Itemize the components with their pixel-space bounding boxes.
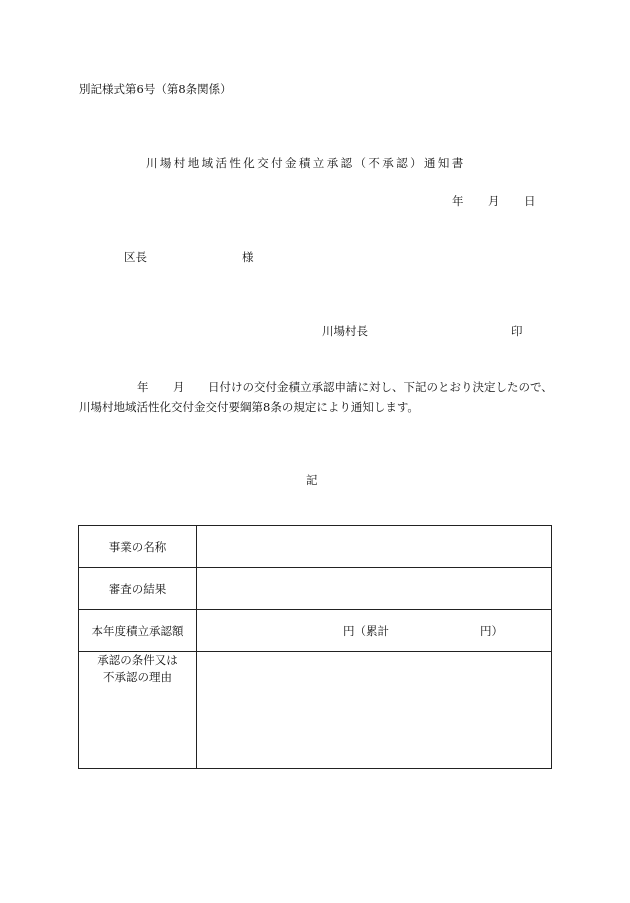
table-row — [79, 610, 552, 652]
form-number: 別記様式第6号（第8条関係） — [79, 82, 232, 96]
body-line1-text: 日付けの交付金積立承認申請に対し、下記のとおり決定したので、 — [208, 380, 553, 394]
project-name-label: 事業の名称 — [79, 526, 197, 568]
ki-heading: 記 — [306, 473, 318, 487]
conditions-label-line2: 不承認の理由 — [103, 670, 172, 684]
conditions-label-line1: 承認の条件又は — [97, 653, 178, 667]
table-row — [79, 568, 552, 610]
date-day-label: 日 — [524, 194, 536, 208]
table-row — [79, 526, 552, 568]
conditions-label — [79, 652, 197, 769]
review-result-label: 審査の結果 — [79, 568, 197, 610]
yen-cumulative-text: 円（累計 — [343, 624, 389, 638]
sender-name: 川場村長 — [322, 324, 368, 338]
document-title: 川場村地域活性化交付金積立承認（不承認）通知書 — [146, 156, 466, 170]
recipient-honorific: 様 — [242, 250, 254, 264]
conditions-cell — [197, 652, 552, 769]
seal-mark: 印 — [511, 324, 523, 338]
body-month-label: 月 — [173, 380, 185, 394]
yen-close-text: 円） — [480, 624, 503, 638]
body-year-label: 年 — [137, 380, 149, 394]
approved-amount-cell — [197, 610, 552, 652]
body-line2-text: 川場村地域活性化交付金交付要綱第8条の規定により通知します。 — [79, 400, 419, 414]
recipient-title: 区長 — [124, 250, 147, 264]
review-result-cell — [197, 568, 552, 610]
date-year-label: 年 — [452, 194, 464, 208]
approved-amount-label: 本年度積立承認額 — [79, 610, 197, 652]
record-table — [78, 525, 552, 769]
project-name-cell — [197, 526, 552, 568]
date-month-label: 月 — [488, 194, 500, 208]
table-row — [79, 652, 552, 769]
